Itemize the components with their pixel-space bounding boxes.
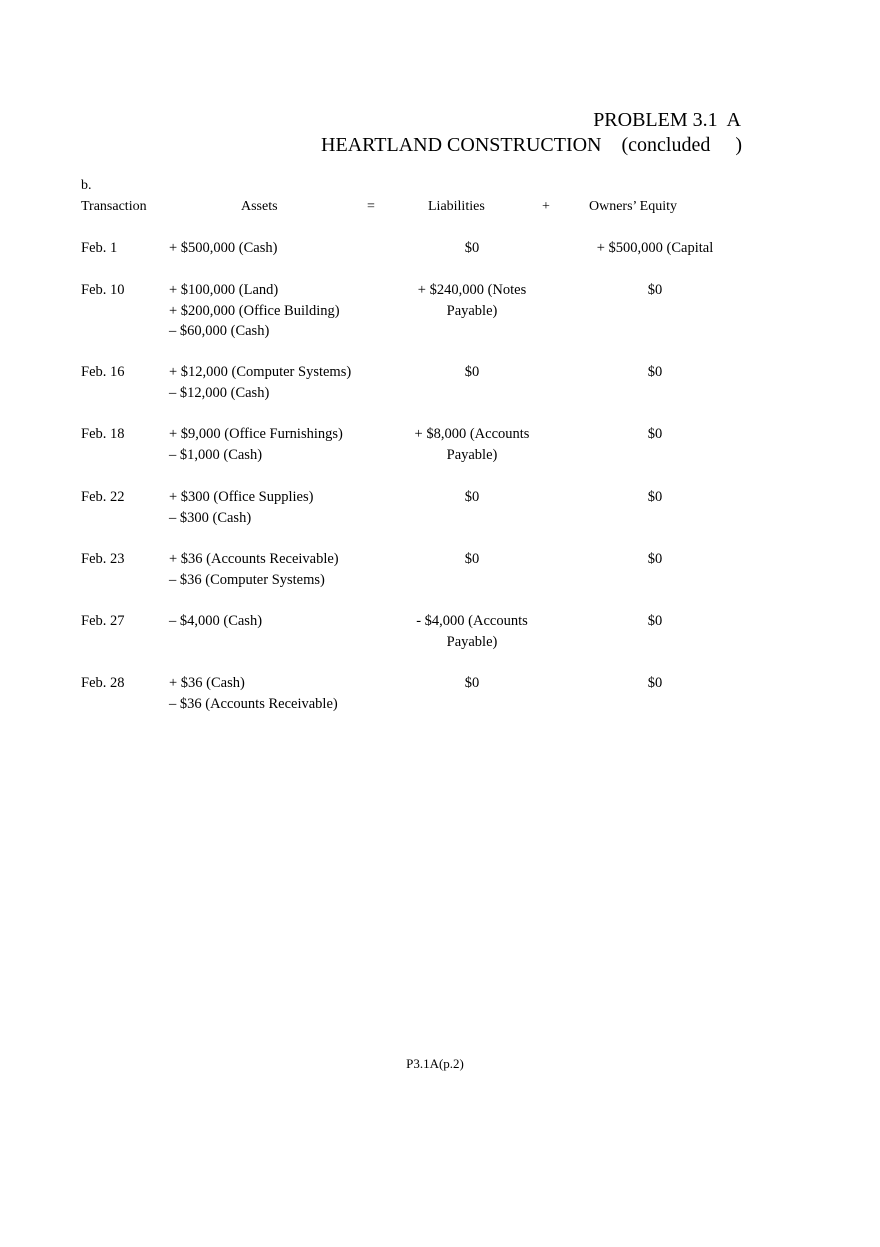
- row-owners-equity: $0: [647, 489, 663, 505]
- row-owners-equity: $0: [647, 364, 663, 380]
- row-assets: [169, 611, 262, 632]
- asset-entry: + $9,000 (Office Furnishings): [169, 426, 343, 442]
- asset-entry: – $60,000 (Cash): [169, 323, 270, 339]
- asset-entry: + $36 (Cash): [169, 675, 245, 691]
- row-owners-equity: + $500,000 (Capital: [596, 240, 714, 256]
- row-date: Feb. 18: [81, 426, 125, 442]
- row-assets: [169, 362, 351, 403]
- row-assets: [169, 549, 339, 590]
- header-assets: Assets: [241, 199, 278, 214]
- header-liabilities: Liabilities: [428, 199, 485, 214]
- asset-entry: + $100,000 (Land): [169, 282, 279, 298]
- row-assets: [169, 238, 277, 259]
- row-liabilities: + $8,000 (Accounts Payable): [414, 426, 530, 463]
- row-date: Feb. 28: [81, 675, 125, 691]
- asset-entry: + $36 (Accounts Receivable): [169, 551, 339, 567]
- row-liabilities: $0: [464, 551, 480, 567]
- row-liabilities: $0: [464, 364, 480, 380]
- header-equals-sign: =: [367, 199, 375, 214]
- asset-entry: + $12,000 (Computer Systems): [169, 364, 352, 380]
- row-date: Feb. 23: [81, 551, 125, 567]
- row-date: Feb. 1: [81, 240, 118, 256]
- row-liabilities: - $4,000 (Accounts Payable): [416, 613, 528, 650]
- asset-entry: + $500,000 (Cash): [169, 240, 278, 256]
- row-date: Feb. 22: [81, 489, 125, 505]
- row-owners-equity: $0: [647, 282, 663, 298]
- asset-entry: – $36 (Accounts Receivable): [169, 695, 338, 712]
- asset-entry: – $4,000 (Cash): [169, 613, 263, 629]
- row-owners-equity: $0: [647, 613, 663, 629]
- row-assets: [169, 280, 340, 342]
- asset-entry: – $1,000 (Cash): [169, 446, 263, 463]
- asset-entry: – $36 (Computer Systems): [169, 571, 325, 588]
- row-owners-equity: $0: [647, 551, 663, 567]
- row-assets: [169, 673, 338, 714]
- header-owners-equity: Owners’ Equity: [589, 199, 677, 214]
- asset-entry: – $12,000 (Cash): [169, 384, 270, 401]
- company-title: HEARTLAND CONSTRUCTION (concluded ): [321, 134, 742, 156]
- row-owners-equity: $0: [647, 426, 663, 442]
- problem-title: PROBLEM 3.1 A: [593, 109, 741, 131]
- header-transaction: Transaction: [81, 199, 147, 214]
- asset-entry: – $300 (Cash): [169, 509, 252, 526]
- page-footer: P3.1A(p.2): [406, 1056, 464, 1071]
- section-label: b.: [81, 178, 92, 193]
- asset-entry: + $300 (Office Supplies): [169, 489, 314, 505]
- header-plus-sign: +: [542, 199, 550, 214]
- row-liabilities: $0: [464, 240, 480, 256]
- row-date: Feb. 27: [81, 613, 125, 629]
- row-date: Feb. 16: [81, 364, 125, 380]
- row-assets: [169, 487, 313, 528]
- row-assets: [169, 424, 343, 465]
- row-owners-equity: $0: [647, 675, 663, 691]
- row-liabilities: $0: [464, 675, 480, 691]
- asset-entry: + $200,000 (Office Building): [169, 302, 340, 319]
- row-liabilities: $0: [464, 489, 480, 505]
- row-liabilities: + $240,000 (Notes Payable): [417, 282, 527, 319]
- row-date: Feb. 10: [81, 282, 125, 298]
